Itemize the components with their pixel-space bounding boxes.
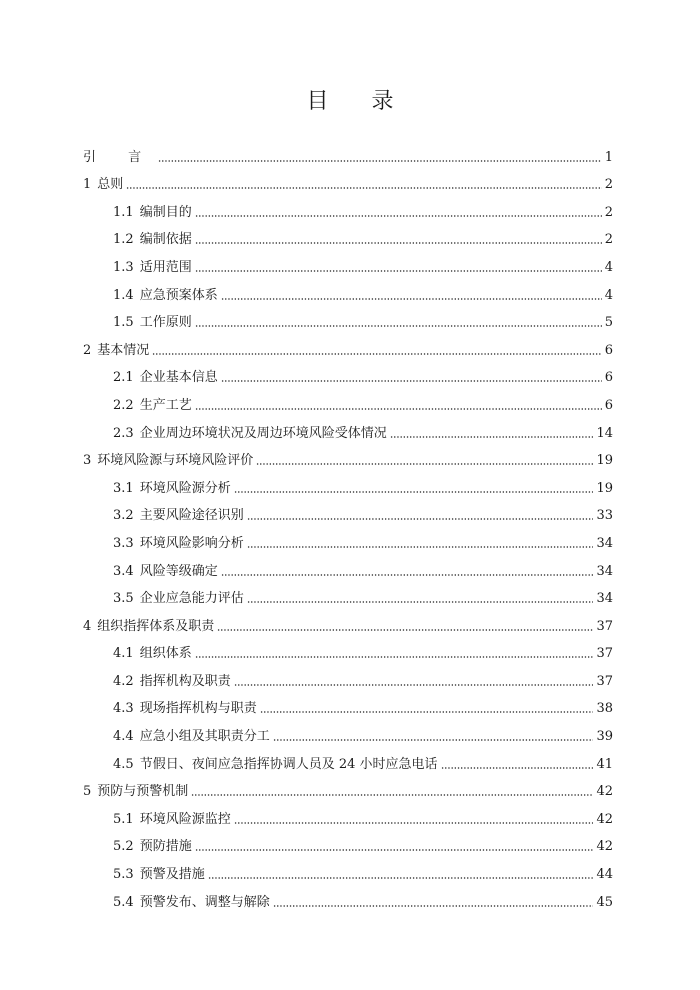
toc-entry-page-number: 4: [604, 259, 613, 275]
toc-entry-number: 4.5: [113, 756, 134, 772]
toc-entry-page-number: 37: [596, 646, 613, 662]
toc-entry-page-number: 37: [596, 618, 613, 634]
toc-entry-title: 组织指挥体系及职责: [97, 618, 215, 634]
toc-entry[interactable]: [83, 883, 613, 911]
dot-leader: [217, 628, 593, 632]
toc-entry-page-number: 33: [596, 508, 613, 524]
dot-leader: [195, 655, 594, 659]
toc-entry-title: 预防措施: [139, 839, 192, 855]
toc-entry[interactable]: [83, 442, 613, 470]
toc-entry[interactable]: [83, 717, 613, 745]
toc-entry[interactable]: [83, 497, 613, 525]
toc-entry-number: 2.2: [113, 397, 134, 413]
toc-entry-number: 1.1: [113, 204, 134, 220]
dot-leader: [221, 379, 602, 383]
dot-leader: [247, 517, 594, 521]
toc-entry-title: 环境风险源分析: [139, 480, 231, 496]
toc-entry[interactable]: [83, 800, 613, 828]
toc-entry-title: 节假日、夜间应急指挥协调人员及 24 小时应急电话: [139, 756, 438, 772]
toc-entry-title: 环境风险源与环境风险评价: [97, 453, 254, 469]
toc-entry-page-number: 42: [596, 811, 613, 827]
toc-entry-page-number: 38: [596, 701, 613, 717]
toc-entry-title: 应急小组及其职责分工: [139, 729, 270, 745]
toc-entry-number: 1.2: [113, 232, 134, 248]
toc-entry-number: 3.4: [113, 563, 134, 579]
dot-leader: [195, 848, 594, 852]
toc-entry-number: 5.2: [113, 839, 134, 855]
toc-entry-number: 4: [83, 618, 92, 634]
toc-entry[interactable]: [83, 855, 613, 883]
toc-entry[interactable]: [83, 773, 613, 801]
toc-entry-title: 基本情况: [97, 342, 150, 358]
toc-entry-page-number: 37: [596, 673, 613, 689]
toc-entry-title: 预警发布、调整与解除: [139, 894, 270, 910]
toc-entry-number: 4.2: [113, 673, 134, 689]
toc-entry[interactable]: [83, 359, 613, 387]
toc-entry-number: 2.3: [113, 425, 134, 441]
toc-entry-number: 3.5: [113, 591, 134, 607]
toc-entry-title: 总则: [97, 177, 124, 193]
toc-entry-title: 适用范围: [139, 259, 192, 275]
toc-entry-number: 2: [83, 342, 92, 358]
toc-entry[interactable]: [83, 828, 613, 856]
toc-entry-page-number: 2: [604, 232, 613, 248]
dot-leader: [158, 159, 602, 163]
toc-entry[interactable]: [83, 166, 613, 194]
dot-leader: [208, 876, 594, 880]
dot-leader: [195, 214, 602, 218]
toc-entry-number: 5.3: [113, 867, 134, 883]
toc-entry-title: 预防与预警机制: [97, 784, 189, 800]
dot-leader: [152, 352, 601, 356]
toc-entry-page-number: 2: [604, 204, 613, 220]
toc-entry[interactable]: [83, 662, 613, 690]
toc-entry-title: 引 言: [83, 149, 156, 165]
toc-entry-number: 5: [83, 784, 92, 800]
toc-entry-page-number: 34: [596, 535, 613, 551]
toc-entry-page-number: 34: [596, 591, 613, 607]
toc-entry[interactable]: [83, 635, 613, 663]
toc-entry[interactable]: [83, 524, 613, 552]
dot-leader: [195, 407, 602, 411]
toc-entry[interactable]: [83, 414, 613, 442]
toc-entry-title: 编制目的: [139, 204, 192, 220]
toc-entry-number: 5.1: [113, 811, 134, 827]
dot-leader: [234, 683, 594, 687]
toc-entry-page-number: 6: [604, 370, 613, 386]
toc-entry-page-number: 1: [604, 149, 613, 165]
dot-leader: [256, 462, 593, 466]
toc-title: 目 录: [306, 89, 412, 114]
toc-entry[interactable]: [83, 276, 613, 304]
toc-entry[interactable]: [83, 690, 613, 718]
toc-entry[interactable]: [83, 607, 613, 635]
dot-leader: [441, 766, 594, 770]
toc-entry-page-number: 42: [596, 839, 613, 855]
toc-entry-number: 4.1: [113, 646, 134, 662]
toc-entry[interactable]: [83, 386, 613, 414]
dot-leader: [234, 821, 594, 825]
toc-entry-page-number: 34: [596, 563, 613, 579]
toc-entry-page-number: 39: [596, 729, 613, 745]
toc-entry[interactable]: [83, 469, 613, 497]
toc-entry-number: 1.4: [113, 287, 134, 303]
toc-entry-title: 主要风险途径识别: [139, 508, 244, 524]
toc-entry-page-number: 5: [604, 315, 613, 331]
toc-entry-page-number: 4: [604, 287, 613, 303]
table-of-contents: [83, 138, 613, 911]
toc-entry-title: 组织体系: [139, 646, 192, 662]
toc-entry-title: 现场指挥机构与职责: [139, 701, 257, 717]
toc-entry-page-number: 42: [596, 784, 613, 800]
toc-entry-title: 风险等级确定: [139, 563, 218, 579]
dot-leader: [273, 904, 594, 908]
toc-entry-page-number: 6: [604, 397, 613, 413]
toc-entry-page-number: 19: [596, 480, 613, 496]
dot-leader: [247, 600, 594, 604]
toc-entry-page-number: 45: [596, 894, 613, 910]
dot-leader: [234, 490, 594, 494]
toc-entry[interactable]: [83, 745, 613, 773]
toc-entry-number: 3.2: [113, 508, 134, 524]
dot-leader: [195, 324, 602, 328]
dot-leader: [273, 738, 594, 742]
toc-entry-title: 环境风险源监控: [139, 811, 231, 827]
toc-entry-title: 工作原则: [139, 315, 192, 331]
toc-entry[interactable]: [83, 221, 613, 249]
toc-entry-page-number: 19: [596, 453, 613, 469]
toc-entry-title: 预警及措施: [139, 867, 205, 883]
toc-entry-title: 企业基本信息: [139, 370, 218, 386]
toc-entry-number: 5.4: [113, 894, 134, 910]
toc-entry-number: 3.1: [113, 480, 134, 496]
toc-entry[interactable]: [83, 552, 613, 580]
toc-entry[interactable]: [83, 193, 613, 221]
toc-entry-number: 3.3: [113, 535, 134, 551]
toc-entry[interactable]: [83, 331, 613, 359]
dot-leader: [247, 545, 594, 549]
dot-leader: [221, 297, 602, 301]
toc-entry-title: 企业应急能力评估: [139, 591, 244, 607]
toc-entry-page-number: 14: [596, 425, 613, 441]
toc-entry-number: 1: [83, 177, 92, 193]
toc-entry-page-number: 44: [596, 867, 613, 883]
toc-entry-number: 2.1: [113, 370, 134, 386]
toc-entry-title: 企业周边环境状况及周边环境风险受体情况: [139, 425, 387, 441]
dot-leader: [260, 710, 594, 714]
toc-entry-page-number: 6: [604, 342, 613, 358]
toc-entry[interactable]: [83, 304, 613, 332]
toc-entry-title: 环境风险影响分析: [139, 535, 244, 551]
dot-leader: [126, 186, 601, 190]
toc-entry-title: 编制依据: [139, 232, 192, 248]
toc-entry[interactable]: [83, 138, 613, 166]
toc-entry-number: 1.5: [113, 315, 134, 331]
dot-leader: [390, 435, 594, 439]
toc-entry[interactable]: [83, 580, 613, 608]
toc-entry-number: 3: [83, 453, 92, 469]
toc-entry-title: 指挥机构及职责: [139, 673, 231, 689]
dot-leader: [195, 241, 602, 245]
dot-leader: [195, 269, 602, 273]
dot-leader: [221, 573, 594, 577]
toc-entry-title: 应急预案体系: [139, 287, 218, 303]
dot-leader: [191, 793, 593, 797]
toc-entry-page-number: 2: [604, 177, 613, 193]
toc-entry-number: 4.3: [113, 701, 134, 717]
toc-entry-number: 4.4: [113, 729, 134, 745]
toc-entry-number: 1.3: [113, 259, 134, 275]
toc-entry-title: 生产工艺: [139, 397, 192, 413]
toc-entry[interactable]: [83, 248, 613, 276]
toc-entry-page-number: 41: [596, 756, 613, 772]
